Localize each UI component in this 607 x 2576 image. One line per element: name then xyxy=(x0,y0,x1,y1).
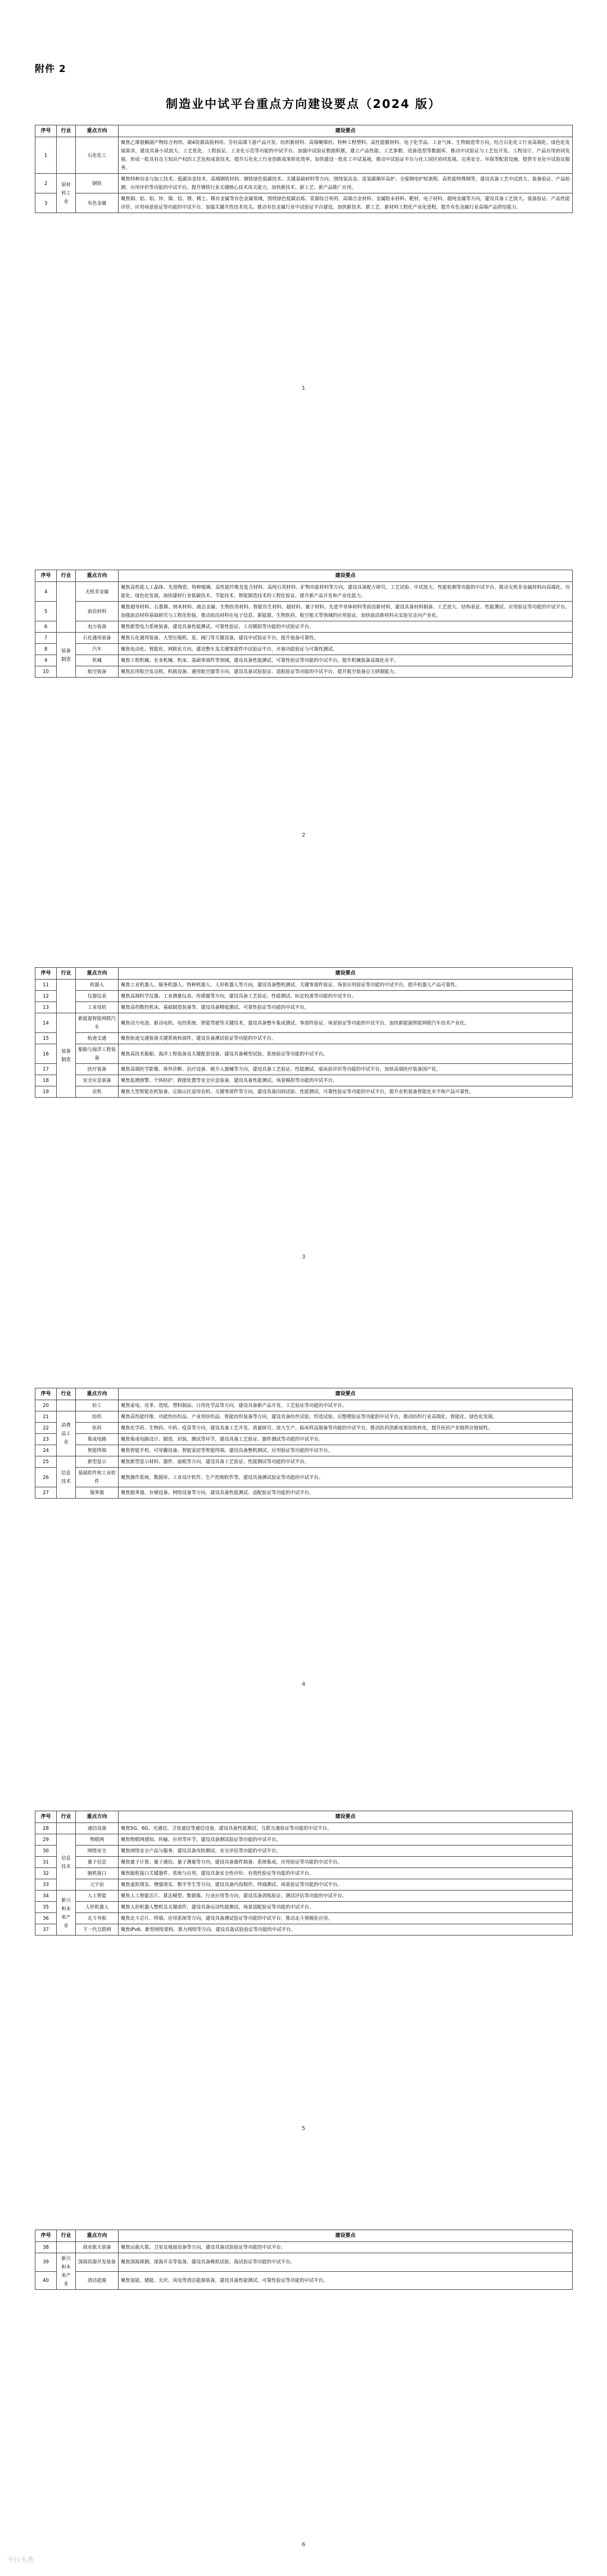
column-header: 建设要点 xyxy=(119,570,573,582)
requirements-cell: 聚焦监测预警、个体防护、救援处置等安全应急装备，建设具备性能测试、场景模拟等功能的中试平台。 xyxy=(119,1075,573,1086)
direction-cell: 钢铁 xyxy=(76,174,119,193)
industry-cell xyxy=(57,137,76,174)
page-number: 4 xyxy=(301,1681,306,1688)
direction-cell: 深海资源开发装备 xyxy=(76,2253,119,2272)
attachment-label: 附件 2 xyxy=(35,64,66,75)
row-number: 38 xyxy=(35,2242,57,2253)
table-row xyxy=(35,991,573,1002)
row-number: 15 xyxy=(35,1033,57,1044)
table-row xyxy=(35,1902,573,1913)
row-number: 16 xyxy=(35,1044,57,1064)
page-number: 5 xyxy=(301,2126,306,2132)
direction-cell: 网络安全 xyxy=(76,1846,119,1857)
requirements-cell: 聚焦服务器、存储设备、网络设备等方向，建设具备性能测试、适配验证等功能的中试平台。 xyxy=(119,1487,573,1499)
table-row xyxy=(35,1064,573,1075)
table-header-row xyxy=(35,2230,573,2242)
requirements-cell: 聚焦深海探测、深海开采等装备，建设具备模拟试验、海试验证等功能的中试平台。 xyxy=(119,2253,573,2272)
direction-cell: 商业航天装备 xyxy=(76,2242,119,2253)
row-number: 29 xyxy=(35,1834,57,1846)
direction-cell: 电力装备 xyxy=(76,621,119,633)
table-header-row xyxy=(35,1811,573,1823)
requirements-cell: 聚焦动力电池、驱动电机、电控系统、智能驾驶等关键技术，建设具备整车集成测试、零部件验证、场景验证等功能的中试平台，加快新能源智能网联汽车技术产业化。 xyxy=(119,1013,573,1033)
column-header: 行业 xyxy=(57,1388,76,1400)
direction-cell: 医药 xyxy=(76,1423,119,1434)
table-row xyxy=(35,621,573,633)
requirements-cell: 聚焦工业机器人、服务机器人、特种机器人、人形机器人等方向，建设具备整机测试、关键零部件验证、场景应用验证等功能的中试平台，提升机器人产品可靠性。 xyxy=(119,980,573,991)
direction-cell: 有色金属 xyxy=(76,193,119,213)
requirements-table xyxy=(35,125,573,213)
direction-cell: 工业母机 xyxy=(76,1002,119,1013)
row-number: 9 xyxy=(35,655,57,666)
row-number: 26 xyxy=(35,1468,57,1487)
row-number: 18 xyxy=(35,1075,57,1086)
industry-cell xyxy=(57,1823,76,1834)
industry-cell: 原材料工业 xyxy=(57,174,76,213)
requirements-cell: 聚焦化学药、生物药、中药、疫苗等方向，建设具备工艺开发、质量研究、放大生产、临床样品制备等功能的中试平台，推动医药创新成果加快转化，提升医药产业链供应链韧性。 xyxy=(119,1423,573,1434)
row-number: 31 xyxy=(35,1857,57,1868)
direction-cell: 农机 xyxy=(76,1086,119,1098)
direction-cell: 智能终端 xyxy=(76,1445,119,1456)
direction-cell: 轻工 xyxy=(76,1400,119,1411)
row-number: 5 xyxy=(35,602,57,621)
direction-cell: 北斗导航 xyxy=(76,1913,119,1924)
requirements-cell: 聚焦特种冶金与加工技术、低碳冶金技术、高端钢铁材料、钢铁绿色低碳技术、关键基础材料等方向，围绕氢冶金、富氢碳循环高炉、全废钢电炉短流程、高性能特殊钢等，建设具备工艺中试放大、装备验证、产品检测、应用评价等功能的中试平台。提升钢铁行业关键核心技术攻关能力，加快新技术、新工艺、新产品推广应用。 xyxy=(119,174,573,193)
table-row xyxy=(35,193,573,213)
table-row xyxy=(35,1411,573,1423)
row-number: 6 xyxy=(35,621,57,633)
requirements-cell: 聚焦5G、6G、光通信、卫星通信等通信设备，建设具备性能测试、互联互通验证等功能的中试平台。 xyxy=(119,1823,573,1834)
table-row xyxy=(35,1487,573,1499)
requirements-cell: 聚焦北斗芯片、终端、应用系统等方向，建设具备测试验证等功能的中试平台，推动北斗规模化应用。 xyxy=(119,1913,573,1924)
requirements-cell: 聚焦集成电路设计、制造、封装、测试等环节，建设具备工艺验证、器件测试等功能的中试平台。 xyxy=(119,1434,573,1445)
column-header: 建设要点 xyxy=(119,2230,573,2242)
direction-cell: 人形机器人 xyxy=(76,1902,119,1913)
row-number: 30 xyxy=(35,1846,57,1857)
document-title: 制造业中试平台重点方向建设要点（2024 版） xyxy=(166,97,441,111)
row-number: 2 xyxy=(35,174,57,193)
table-row xyxy=(35,1086,573,1098)
direction-cell: 石化化工 xyxy=(76,137,119,174)
column-header: 重点方向 xyxy=(76,1811,119,1823)
column-header: 序号 xyxy=(35,968,57,980)
requirements-cell: 聚焦操作系统、数据库、工业设计软件、生产控制软件等，建设具备测试验证等功能的中试平台。 xyxy=(119,1468,573,1487)
table-header-row xyxy=(35,968,573,980)
row-number: 13 xyxy=(35,1002,57,1013)
requirements-cell: 聚焦高档数控机床、基础制造装备等，建设具备精度测试、可靠性验证等功能的中试平台。 xyxy=(119,1002,573,1013)
table-row xyxy=(35,655,573,666)
requirements-cell: 聚焦民用航空发动机、机载设备、通用航空器等方向，建设具备试验验证、适航验证等功能的中试平台，提升航空装备自主研制能力。 xyxy=(119,666,573,678)
requirements-cell: 聚焦新型显示材料、器件、面板等方向，建设具备工艺验证、性能测试等功能的中试平台。 xyxy=(119,1456,573,1468)
direction-cell: 轨道交通 xyxy=(76,1033,119,1044)
direction-cell: 脑机接口 xyxy=(76,1868,119,1879)
table-row xyxy=(35,582,573,602)
row-number: 3 xyxy=(35,193,57,213)
direction-cell: 基础软件和工业软件 xyxy=(76,1468,119,1487)
direction-cell: 物联网 xyxy=(76,1834,119,1846)
column-header: 序号 xyxy=(35,2230,57,2242)
requirements-cell: 聚焦乙烯裂解副产物综合利用、碳4资源高值利用、芳烃高端下游产品开发、纺织新材料、高端聚烯烃、特种工程塑料、高性能膜材料、电子化学品、工业气体、生物制造等方向，结合石化化工行业高端化、绿色化发展需求，建设具备小试放大、工艺优化、工程验证、工业化示范等功能的中试平台。加强中试验证数据积累，建立产品性能、工艺参数、设备选型等数据库，推动中试验证与工艺包开发、工程设计、产品应用协同发展，形成一批具有自主知识产权的工艺包和成套技术，提升石化化工行业创新成果转化效率。加快建设一批化工中试基地，推动中试验证平台与化工园区协同发展，完善安全、环保等配套设施，提供专业化中试验证服务。 xyxy=(119,137,573,174)
industry-cell: 消费品工业 xyxy=(57,1411,76,1456)
table-row xyxy=(35,602,573,621)
column-header: 序号 xyxy=(35,1388,57,1400)
row-number: 35 xyxy=(35,1902,57,1913)
industry-cell xyxy=(57,1400,76,1411)
requirements-cell: 聚焦人形机器人整机及关键部件，建设具备运动性能测试、场景适配验证等功能的中试平台。 xyxy=(119,1902,573,1913)
direction-cell: 前沿材料 xyxy=(76,602,119,621)
requirements-table xyxy=(35,1811,573,1936)
row-number: 8 xyxy=(35,644,57,655)
column-header: 重点方向 xyxy=(76,570,119,582)
row-number: 24 xyxy=(35,1445,57,1456)
requirements-cell: 聚焦大型智能农机装备、丘陵山区适用农机、关键零部件等方向，建设具备田间试验、性能测试、可靠性验证等功能的中试平台，提升农机装备智能化水平和产品可靠性。 xyxy=(119,1086,573,1098)
requirements-cell: 聚焦轨道交通装备关键系统和部件，建设具备测试验证等功能的中试平台。 xyxy=(119,1033,573,1044)
industry-cell: 新兴和未来产业 xyxy=(57,2253,76,2290)
page-number: 3 xyxy=(301,1254,306,1260)
requirements-cell: 聚焦电动化、智能化、网联化方向，建设整车及关键零部件中试验证平台，开展功能验证与可靠性测试。 xyxy=(119,644,573,655)
row-number: 20 xyxy=(35,1400,57,1411)
table-row xyxy=(35,980,573,991)
direction-cell: 医疗装备 xyxy=(76,1064,119,1075)
requirements-cell: 聚焦氢能、储能、光伏、风电等清洁能源装备，建设具备性能测试、可靠性验证等功能的中试平台。 xyxy=(119,2271,573,2290)
row-number: 21 xyxy=(35,1411,57,1423)
column-header: 序号 xyxy=(35,570,57,582)
industry-cell xyxy=(57,582,76,633)
direction-cell: 石化通用装备 xyxy=(76,633,119,644)
requirements-cell: 聚焦智能手机、可穿戴设备、智能家居等智能终端，建设具备整机测试、应用验证等功能的中试平台。 xyxy=(119,1445,573,1456)
requirements-cell: 聚焦高性能纤维、功能性纺织品、产业用纺织品、智能纺织装备等方向，建设具备纺丝试验、织造试验、后整理验证等功能的中试平台，推动纺织行业高端化、智能化、绿色化发展。 xyxy=(119,1411,573,1423)
document-header xyxy=(35,61,572,112)
table-row xyxy=(35,1879,573,1891)
row-number: 12 xyxy=(35,991,57,1002)
column-header: 行业 xyxy=(57,570,76,582)
requirements-cell: 聚焦运载火箭、卫星及地面设备等方向，建设具备试验验证等功能的中试平台。 xyxy=(119,2242,573,2253)
requirements-cell: 聚焦工程机械、农业机械、机床、基础零部件等领域，建设具备性能测试、可靠性验证等功能的中试平台，提升机械装备高端化水平。 xyxy=(119,655,573,666)
industry-cell: 装备制造 xyxy=(57,1013,76,1098)
table-row xyxy=(35,1468,573,1487)
column-header: 建设要点 xyxy=(119,1388,573,1400)
requirements-cell: 聚焦高端医学影像、体外诊断、治疗设备、植介入器械等方向，建设具备工艺验证、性能测试、临床前评价等功能的中试平台，加快高端医疗装备国产化。 xyxy=(119,1064,573,1075)
row-number: 23 xyxy=(35,1434,57,1445)
row-number: 33 xyxy=(35,1879,57,1891)
column-header: 行业 xyxy=(57,2230,76,2242)
table-row xyxy=(35,1075,573,1086)
table-row xyxy=(35,1924,573,1936)
requirements-cell: 聚焦铜、铝、铅、锌、镍、钴、锂、稀土、稀有金属等有色金属领域，围绕绿色低碳冶炼、资源综合利用、高端合金材料、金属粉末材料、靶材、电子材料、超纯金属等方向，建设具备工艺放大、装备验证、产品性能评价、应用场景验证等功能的中试平台，加强关键共性技术攻关。推动有色金属行业中试验证平台建设，加快新技术、新工艺、新材料工程化产业化进程，提升有色金属行业高端产品供给能力。 xyxy=(119,193,573,213)
direction-cell: 清洁能源 xyxy=(76,2271,119,2290)
industry-cell xyxy=(57,2242,76,2253)
table-row xyxy=(35,1013,573,1033)
table-row xyxy=(35,2242,573,2253)
table-page-4 xyxy=(35,1388,572,1499)
table-page-1 xyxy=(35,125,572,213)
row-number: 4 xyxy=(35,582,57,602)
direction-cell: 仪器仪表 xyxy=(76,991,119,1002)
row-number: 19 xyxy=(35,1086,57,1098)
column-header: 序号 xyxy=(35,1811,57,1823)
direction-cell: 元宇宙 xyxy=(76,1879,119,1891)
requirements-cell: 聚焦石化通用装备、大型压缩机、泵、阀门等关键设备，建设中试验证平台，提升装备可靠性。 xyxy=(119,633,573,644)
direction-cell: 通信设备 xyxy=(76,1823,119,1834)
table-row xyxy=(35,1857,573,1868)
column-header: 重点方向 xyxy=(76,1388,119,1400)
requirements-cell: 聚焦人工智能芯片、算法模型、数据集、行业应用等方向，建设具备训练验证、测试评估等功能的中试平台。 xyxy=(119,1891,573,1902)
table-row xyxy=(35,137,573,174)
table-header-row xyxy=(35,125,573,137)
table-row xyxy=(35,1033,573,1044)
table-row xyxy=(35,1434,573,1445)
requirements-table xyxy=(35,967,573,1098)
industry-cell: 新兴和未来产业 xyxy=(57,1891,76,1936)
industry-cell: 信息技术 xyxy=(57,1456,76,1499)
page-number: 6 xyxy=(301,2542,306,2548)
direction-cell: 安全应急装备 xyxy=(76,1075,119,1086)
row-number: 40 xyxy=(35,2271,57,2290)
table-row xyxy=(35,633,573,644)
column-header: 建设要点 xyxy=(119,1811,573,1823)
requirements-cell: 聚焦新型电力系统装备，建设具备性能测试、可靠性验证、工况模拟等功能的中试验证平台。 xyxy=(119,621,573,633)
requirements-cell: 聚焦脑机接口关键器件、系统与应用，建设具备安全性评价、有效性验证等功能的中试平台。 xyxy=(119,1868,573,1879)
direction-cell: 无机非金属 xyxy=(76,582,119,602)
requirements-cell: 聚焦网络安全产品与服务，建设具备攻防测试、安全评估等功能的中试平台。 xyxy=(119,1846,573,1857)
row-number: 34 xyxy=(35,1891,57,1902)
direction-cell: 人工智能 xyxy=(76,1891,119,1902)
row-number: 14 xyxy=(35,1013,57,1033)
table-row xyxy=(35,2271,573,2290)
table-row xyxy=(35,644,573,655)
direction-cell: 新型显示 xyxy=(76,1456,119,1468)
requirements-cell: 聚焦量子计算、量子通信、量子测量等方向，建设具备器件制备、系统集成、应用验证等功能的中试平台。 xyxy=(119,1857,573,1868)
column-header: 行业 xyxy=(57,968,76,980)
table-row xyxy=(35,174,573,193)
table-row xyxy=(35,1846,573,1857)
requirements-cell: 聚焦高技术船舶、海洋工程装备及关键配套设备，建设具备模型试验、系统验证等功能的中试平台。 xyxy=(119,1044,573,1064)
table-page-3 xyxy=(35,967,572,1098)
requirements-table xyxy=(35,570,573,678)
column-header: 建设要点 xyxy=(119,968,573,980)
column-header: 重点方向 xyxy=(76,2230,119,2242)
table-header-row xyxy=(35,1388,573,1400)
direction-cell: 汽车 xyxy=(76,644,119,655)
requirements-cell: 聚焦高性能人工晶体、先进陶瓷、特种玻璃、高性能纤维及复合材料、高纯石英材料、矿物功能材料等方向，建设具备配方研究、工艺试验、中试放大、性能检测等功能的中试平台。推动无机非金属材料向高端化、功能化、绿色化发展，加快建材行业低碳技术、节能技术、智能制造技术的工程化验证，提升新产品开发和产业化能力。 xyxy=(119,582,573,602)
row-number: 25 xyxy=(35,1456,57,1468)
requirements-cell: 聚焦家电、皮革、造纸、塑料制品、日用化学品等方向，建设具备新产品开发、工艺验证等功能的中试平台。 xyxy=(119,1400,573,1411)
table-row xyxy=(35,1891,573,1902)
row-number: 28 xyxy=(35,1823,57,1834)
row-number: 17 xyxy=(35,1064,57,1075)
column-header: 重点方向 xyxy=(76,125,119,137)
row-number: 39 xyxy=(35,2253,57,2272)
industry-cell: 装备制造 xyxy=(57,633,76,678)
direction-cell: 航空装备 xyxy=(76,666,119,678)
column-header: 行业 xyxy=(57,125,76,137)
requirements-cell: 聚焦IPv6、新型网络架构、算力网络等方向，建设具备试验验证等功能的中试平台。 xyxy=(119,1924,573,1936)
column-header: 序号 xyxy=(35,125,57,137)
table-header-row xyxy=(35,570,573,582)
table-page-2 xyxy=(35,570,572,678)
page-number: 2 xyxy=(301,832,306,838)
table-row xyxy=(35,1834,573,1846)
watermark-text: 今日头条 xyxy=(7,2556,34,2564)
industry-cell xyxy=(57,980,76,1013)
table-row xyxy=(35,1445,573,1456)
table-row xyxy=(35,1044,573,1064)
column-header: 建设要点 xyxy=(119,125,573,137)
column-header: 行业 xyxy=(57,1811,76,1823)
row-number: 22 xyxy=(35,1423,57,1434)
row-number: 11 xyxy=(35,980,57,991)
row-number: 10 xyxy=(35,666,57,678)
direction-cell: 机器人 xyxy=(76,980,119,991)
direction-cell: 新能源智能网联汽车 xyxy=(76,1013,119,1033)
table-row xyxy=(35,1002,573,1013)
row-number: 7 xyxy=(35,633,57,644)
table-row xyxy=(35,2253,573,2272)
table-row xyxy=(35,666,573,678)
requirements-cell: 聚焦虚拟现实、增强现实、数字孪生等方向，建设具备内容制作、终端测试、场景验证等功能的中试平台。 xyxy=(119,1879,573,1891)
row-number: 36 xyxy=(35,1913,57,1924)
row-number: 32 xyxy=(35,1868,57,1879)
requirements-table xyxy=(35,2230,573,2290)
direction-cell: 纺织 xyxy=(76,1411,119,1423)
row-number: 37 xyxy=(35,1924,57,1936)
table-row xyxy=(35,1456,573,1468)
requirements-cell: 聚焦高端科学仪器、工业测量仪表、传感器等方向，建设具备工艺验证、性能测试、标定校准等功能的中试平台。 xyxy=(119,991,573,1002)
row-number: 1 xyxy=(35,137,57,174)
direction-cell: 量子信息 xyxy=(76,1857,119,1868)
table-row xyxy=(35,1913,573,1924)
page-number: 1 xyxy=(301,385,306,391)
direction-cell: 服务器 xyxy=(76,1487,119,1499)
table-page-6 xyxy=(35,2230,572,2290)
table-row xyxy=(35,1423,573,1434)
direction-cell: 下一代互联网 xyxy=(76,1924,119,1936)
table-row xyxy=(35,1400,573,1411)
column-header: 重点方向 xyxy=(76,968,119,980)
table-row xyxy=(35,1823,573,1834)
table-page-5 xyxy=(35,1811,572,1936)
direction-cell: 船舶与海洋工程装备 xyxy=(76,1044,119,1064)
requirements-table xyxy=(35,1388,573,1499)
direction-cell: 机械 xyxy=(76,655,119,666)
requirements-cell: 聚焦物联网感知、传输、应用等环节，建设具备测试验证等功能的中试平台。 xyxy=(119,1834,573,1846)
row-number: 27 xyxy=(35,1487,57,1499)
table-row xyxy=(35,1868,573,1879)
industry-cell: 信息技术 xyxy=(57,1834,76,1891)
requirements-cell: 聚焦超导材料、石墨烯、纳米材料、液态金属、生物医用材料、智能仿生材料、超材料、量子材料、先进半导体材料等前沿新材料，建设具备材料制备、工艺放大、结构表征、性能测试、应用验证等功能的中试平台。加强前沿材料基础研究与工程化衔接，推动前沿材料在电子信息、新能源、生物医药、航空航天等领域的应用验证，加快前沿新材料从实验室走向产业化。 xyxy=(119,602,573,621)
direction-cell: 集成电路 xyxy=(76,1434,119,1445)
